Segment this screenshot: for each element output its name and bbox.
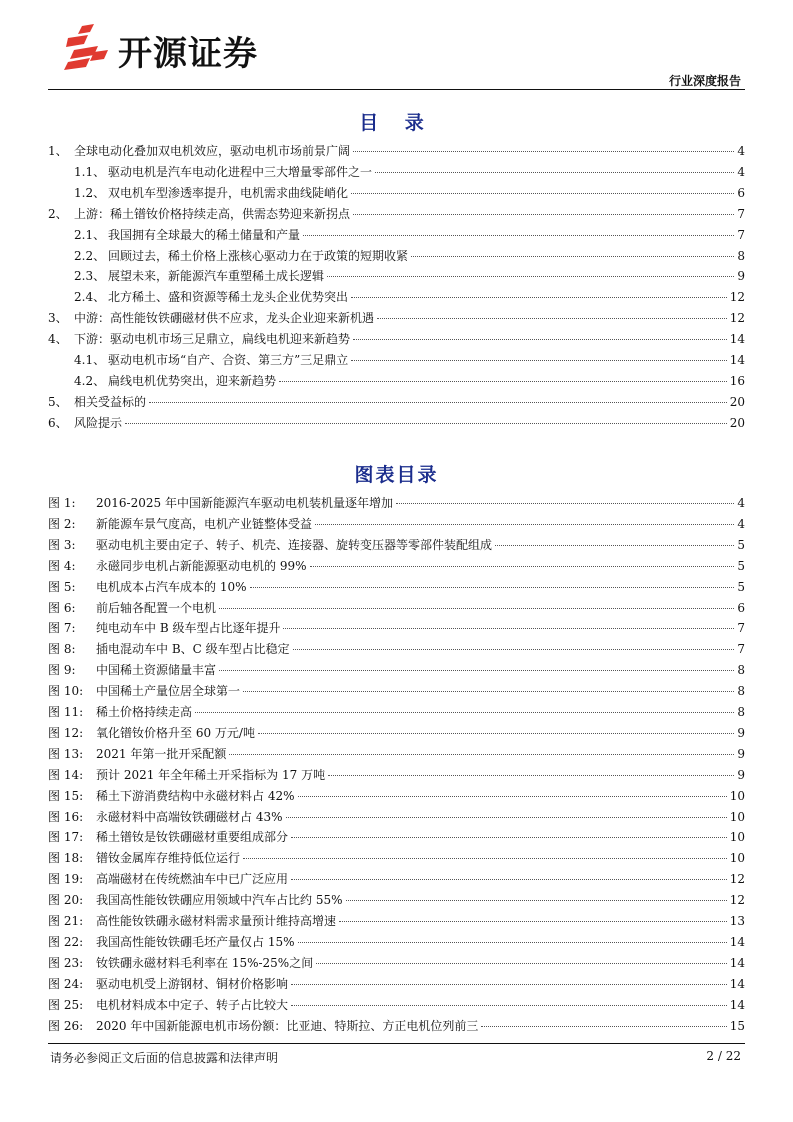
entry-page-number: 20 [729, 415, 745, 430]
toc-entry[interactable] [48, 288, 745, 306]
entry-title: 中国稀土产量位居全球第一 [96, 684, 241, 699]
entry-page-number: 5 [737, 558, 745, 573]
dot-leader [351, 193, 734, 194]
entry-title: 双电机车型渗透率提升，电机需求曲线陡峭化 [108, 185, 349, 200]
entry-number: 1.2、 [74, 185, 106, 200]
entry-page-number: 4 [737, 496, 745, 510]
figure-entry[interactable] [48, 661, 745, 679]
entry-title: 北方稀土、盛和资源等稀土龙头企业优势突出 [108, 290, 349, 305]
brand-name: 开源证券 [118, 34, 258, 74]
dot-leader [411, 256, 734, 257]
entry-number: 图 19: [48, 872, 84, 887]
figure-entry[interactable] [48, 599, 745, 617]
entry-number: 图 2: [48, 516, 76, 531]
entry-page-number: 14 [729, 976, 745, 991]
entry-number: 图 18: [48, 851, 84, 866]
toc-entry[interactable] [48, 351, 745, 369]
entry-number: 图 16: [48, 809, 84, 824]
figure-entry[interactable] [48, 870, 745, 888]
entry-page-number: 6 [737, 600, 745, 615]
dot-leader [283, 628, 734, 629]
toc-entry[interactable] [48, 330, 745, 348]
entry-title: 驱动电机主要由定子、转子、机壳、连接器、旋转变压器等零部件装配组成 [96, 537, 493, 552]
entry-title: 氧化镨钕价格升至 60 万元/吨 [96, 725, 255, 740]
entry-page-number: 4 [737, 144, 745, 158]
figure-entry[interactable] [48, 954, 745, 972]
entry-page-number: 14 [729, 934, 745, 949]
dot-leader [327, 276, 734, 277]
entry-title: 镨钕金属库存维持低位运行 [96, 851, 241, 866]
figure-entry[interactable] [48, 996, 745, 1014]
entry-title: 我国高性能钕铁硼毛坯产量仅占 15% [96, 934, 295, 949]
toc-entry[interactable] [48, 205, 745, 223]
entry-title: 前后轴各配置一个电机 [96, 600, 217, 615]
figure-entry[interactable] [48, 515, 745, 533]
dot-leader [351, 297, 727, 298]
dot-leader [316, 963, 727, 964]
entry-number: 图 14: [48, 767, 84, 782]
entry-page-number: 14 [729, 332, 745, 347]
entry-number: 2.4、 [74, 290, 106, 305]
dot-leader [351, 360, 726, 361]
entry-title: 驱动电机市场“自产、合资、第三方”三足鼎立 [108, 353, 349, 367]
dot-leader [481, 1026, 726, 1027]
figure-entry[interactable] [48, 933, 745, 951]
dot-leader [298, 942, 727, 943]
entry-number: 图 11: [48, 705, 84, 719]
entry-number: 图 25: [48, 997, 84, 1012]
dot-leader [353, 214, 734, 215]
figure-entry[interactable] [48, 724, 745, 742]
dot-leader [291, 984, 727, 985]
entry-page-number: 7 [737, 642, 745, 657]
dot-leader [293, 649, 735, 650]
entry-page-number: 4 [737, 164, 745, 179]
entry-title: 风险提示 [74, 415, 123, 430]
entry-number: 图 4: [48, 558, 76, 573]
entry-page-number: 4 [737, 516, 745, 531]
entry-number: 图 1: [48, 496, 76, 510]
toc-entry[interactable] [48, 163, 745, 181]
entry-title: 插电混动车中 B、C 级车型占比稳定 [96, 642, 290, 657]
dot-leader [310, 566, 735, 567]
toc-entry[interactable] [48, 309, 745, 327]
dot-leader [229, 754, 734, 755]
entry-page-number: 12 [729, 290, 745, 305]
entry-page-number: 8 [737, 248, 745, 263]
entry-number: 图 10: [48, 684, 84, 699]
entry-page-number: 5 [737, 537, 745, 552]
dot-leader [219, 670, 734, 671]
entry-title: 全球电动化叠加双电机效应，驱动电机市场前景广阔 [74, 144, 351, 158]
entry-title: 中国稀土资源储量丰富 [96, 663, 217, 678]
dot-leader [298, 796, 727, 797]
entry-number: 2、 [48, 206, 68, 221]
dot-leader [279, 381, 727, 382]
toc-entry[interactable] [48, 184, 745, 202]
entry-title: 下游：驱动电机市场三足鼎立，扁线电机迎来新趋势 [74, 332, 351, 347]
entry-title: 钕铁硼永磁材料毛利率在 15%-25%之间 [96, 955, 314, 970]
entry-page-number: 14 [729, 997, 745, 1012]
figure-entry[interactable] [48, 494, 745, 512]
entry-page-number: 7 [737, 621, 745, 636]
figure-entry[interactable] [48, 578, 745, 596]
company-logo [64, 22, 304, 72]
entry-number: 3、 [48, 311, 68, 326]
entry-title: 电机材料成本中定子、转子占比较大 [96, 997, 289, 1012]
dot-leader [291, 1005, 727, 1006]
entry-number: 图 9: [48, 663, 76, 678]
entry-title: 电机成本占汽车成本的 10% [96, 579, 247, 594]
report-type-label: 行业深度报告 [668, 74, 741, 88]
entry-number: 1.1、 [74, 164, 106, 179]
entry-page-number: 13 [729, 914, 745, 928]
toc-entry[interactable] [48, 142, 745, 160]
entry-page-number: 7 [737, 227, 745, 242]
figure-entry[interactable] [48, 536, 745, 554]
entry-title: 驱动电机是汽车电动化进程中三大增量零部件之一 [108, 164, 373, 179]
entry-page-number: 10 [729, 830, 745, 845]
entry-number: 图 12: [48, 725, 84, 740]
dot-leader [303, 235, 734, 236]
dot-leader [396, 503, 734, 504]
entry-page-number: 8 [737, 705, 745, 719]
entry-number: 图 22: [48, 934, 84, 949]
figure-entry[interactable] [48, 703, 745, 721]
entry-number: 2.1、 [74, 227, 106, 242]
entry-number: 图 7: [48, 621, 76, 636]
entry-title: 上游：稀土镨钕价格持续走高，供需态势迎来新拐点 [74, 206, 351, 221]
entry-title: 预计 2021 年全年稀土开采指标为 17 万吨 [96, 767, 326, 782]
entry-title: 高性能钕铁硼永磁材料需求量预计维持高增速 [96, 914, 337, 928]
entry-title: 高端磁材在传统燃油车中已广泛应用 [96, 872, 289, 887]
entry-number: 2.2、 [74, 248, 106, 263]
entry-title: 永磁同步电机占新能源驱动电机的 99% [96, 558, 307, 573]
page-number: 2 / 22 [706, 1049, 741, 1063]
dot-leader [339, 921, 727, 922]
toc-heading: 目 录 [359, 112, 434, 134]
entry-page-number: 9 [737, 746, 745, 761]
entry-title: 驱动电机受上游钢材、铜材价格影响 [96, 976, 289, 991]
entry-number: 2.3、 [74, 269, 106, 284]
entry-title: 相关受益标的 [74, 394, 147, 409]
entry-number: 图 21: [48, 914, 84, 928]
figure-entry[interactable] [48, 787, 745, 805]
entry-number: 图 17: [48, 830, 84, 845]
entry-page-number: 9 [737, 767, 745, 782]
entry-number: 5、 [48, 394, 68, 409]
toc-entry[interactable] [48, 267, 745, 285]
dot-leader [328, 775, 734, 776]
figure-entry[interactable] [48, 619, 745, 637]
dot-leader [291, 879, 727, 880]
footer-divider [48, 1043, 745, 1044]
dot-leader [125, 423, 727, 424]
entry-page-number: 12 [729, 311, 745, 326]
figures-heading: 图表目录 [354, 464, 439, 486]
entry-page-number: 8 [737, 684, 745, 699]
entry-number: 图 24: [48, 976, 84, 991]
dot-leader [291, 837, 727, 838]
toc-entry[interactable] [48, 226, 745, 244]
page-header [0, 0, 793, 90]
entry-title: 2020 年中国新能源电机市场份额：比亚迪、特斯拉、方正电机位列前三 [96, 1018, 479, 1033]
entry-title: 2021 年第一批开采配额 [96, 746, 227, 761]
dot-leader [219, 608, 734, 609]
figure-entry[interactable] [48, 640, 745, 658]
dot-leader [346, 900, 727, 901]
dot-leader [149, 402, 727, 403]
brand-mark-icon [64, 22, 112, 72]
entry-page-number: 12 [729, 872, 745, 887]
entry-title: 2016-2025 年中国新能源汽车驱动电机装机量逐年增加 [96, 496, 393, 510]
figure-entry[interactable] [48, 849, 745, 867]
entry-title: 稀土价格持续走高 [96, 705, 193, 719]
dot-leader [286, 817, 727, 818]
figure-entry[interactable] [48, 682, 745, 700]
figure-entry[interactable] [48, 891, 745, 909]
entry-number: 4.1、 [74, 353, 106, 367]
dot-leader [495, 545, 734, 546]
entry-page-number: 9 [737, 269, 745, 284]
entry-page-number: 20 [729, 394, 745, 409]
dot-leader [243, 858, 727, 859]
entry-page-number: 15 [729, 1018, 745, 1033]
header-divider [48, 89, 745, 90]
entry-title: 纯电动车中 B 级车型占比逐年提升 [96, 621, 281, 636]
entry-title: 扁线电机优势突出，迎来新趋势 [108, 373, 277, 388]
entry-number: 1、 [48, 144, 68, 158]
entry-number: 图 15: [48, 788, 84, 803]
entry-page-number: 9 [737, 725, 745, 740]
entry-title: 回顾过去，稀土价格上涨核心驱动力在于政策的短期收紧 [108, 248, 409, 263]
figure-entry[interactable] [48, 745, 745, 763]
entry-title: 永磁材料中高端钕铁硼磁材占 43% [96, 809, 283, 824]
entry-page-number: 10 [729, 809, 745, 824]
entry-title: 新能源车景气度高，电机产业链整体受益 [96, 516, 313, 531]
figure-entry[interactable] [48, 808, 745, 826]
entry-number: 图 23: [48, 955, 84, 970]
toc-entry[interactable] [48, 414, 745, 432]
entry-page-number: 8 [737, 663, 745, 678]
entry-page-number: 12 [729, 893, 745, 908]
dot-leader [377, 318, 727, 319]
entry-page-number: 14 [729, 353, 745, 367]
figure-entry[interactable] [48, 766, 745, 784]
toc-entry[interactable] [48, 372, 745, 390]
dot-leader [195, 712, 734, 713]
entry-title: 我国高性能钕铁硼应用领域中汽车占比约 55% [96, 893, 343, 908]
entry-number: 图 13: [48, 746, 84, 761]
entry-title: 展望未来，新能源汽车重塑稀土成长逻辑 [108, 269, 325, 284]
figure-entry[interactable] [48, 1017, 745, 1035]
entry-page-number: 14 [729, 955, 745, 970]
dot-leader [250, 587, 735, 588]
dot-leader [375, 172, 734, 173]
figure-entry[interactable] [48, 912, 745, 930]
entry-page-number: 16 [729, 373, 745, 388]
figure-entry[interactable] [48, 557, 745, 575]
entry-title: 稀土镨钕是钕铁硼磁材重要组成部分 [96, 830, 289, 845]
entry-number: 4.2、 [74, 373, 106, 388]
entry-number: 4、 [48, 332, 68, 347]
entry-page-number: 10 [729, 788, 745, 803]
entry-title: 中游：高性能钕铁硼磁材供不应求，龙头企业迎来新机遇 [74, 311, 375, 326]
table-of-contents [48, 142, 745, 432]
figure-list [48, 494, 745, 1034]
figure-entry[interactable] [48, 828, 745, 846]
entry-number: 图 6: [48, 600, 76, 615]
entry-number: 图 26: [48, 1018, 84, 1033]
toc-entry[interactable] [48, 393, 745, 411]
dot-leader [353, 151, 734, 152]
entry-number: 图 3: [48, 537, 76, 552]
figure-entry[interactable] [48, 975, 745, 993]
entry-page-number: 5 [737, 579, 745, 594]
entry-number: 图 5: [48, 579, 76, 594]
entry-number: 6、 [48, 415, 68, 430]
entry-page-number: 6 [737, 185, 745, 200]
entry-number: 图 8: [48, 642, 76, 657]
dot-leader [353, 339, 727, 340]
entry-title: 稀土下游消费结构中永磁材料占 42% [96, 788, 295, 803]
entry-page-number: 7 [737, 206, 745, 221]
toc-entry[interactable] [48, 247, 745, 265]
footer-disclaimer: 请务必参阅正文后面的信息披露和法律声明 [50, 1051, 279, 1065]
entry-page-number: 10 [729, 851, 745, 866]
dot-leader [243, 691, 734, 692]
entry-number: 图 20: [48, 893, 84, 908]
dot-leader [258, 733, 734, 734]
dot-leader [315, 524, 734, 525]
entry-title: 我国拥有全球最大的稀土储量和产量 [108, 227, 301, 242]
